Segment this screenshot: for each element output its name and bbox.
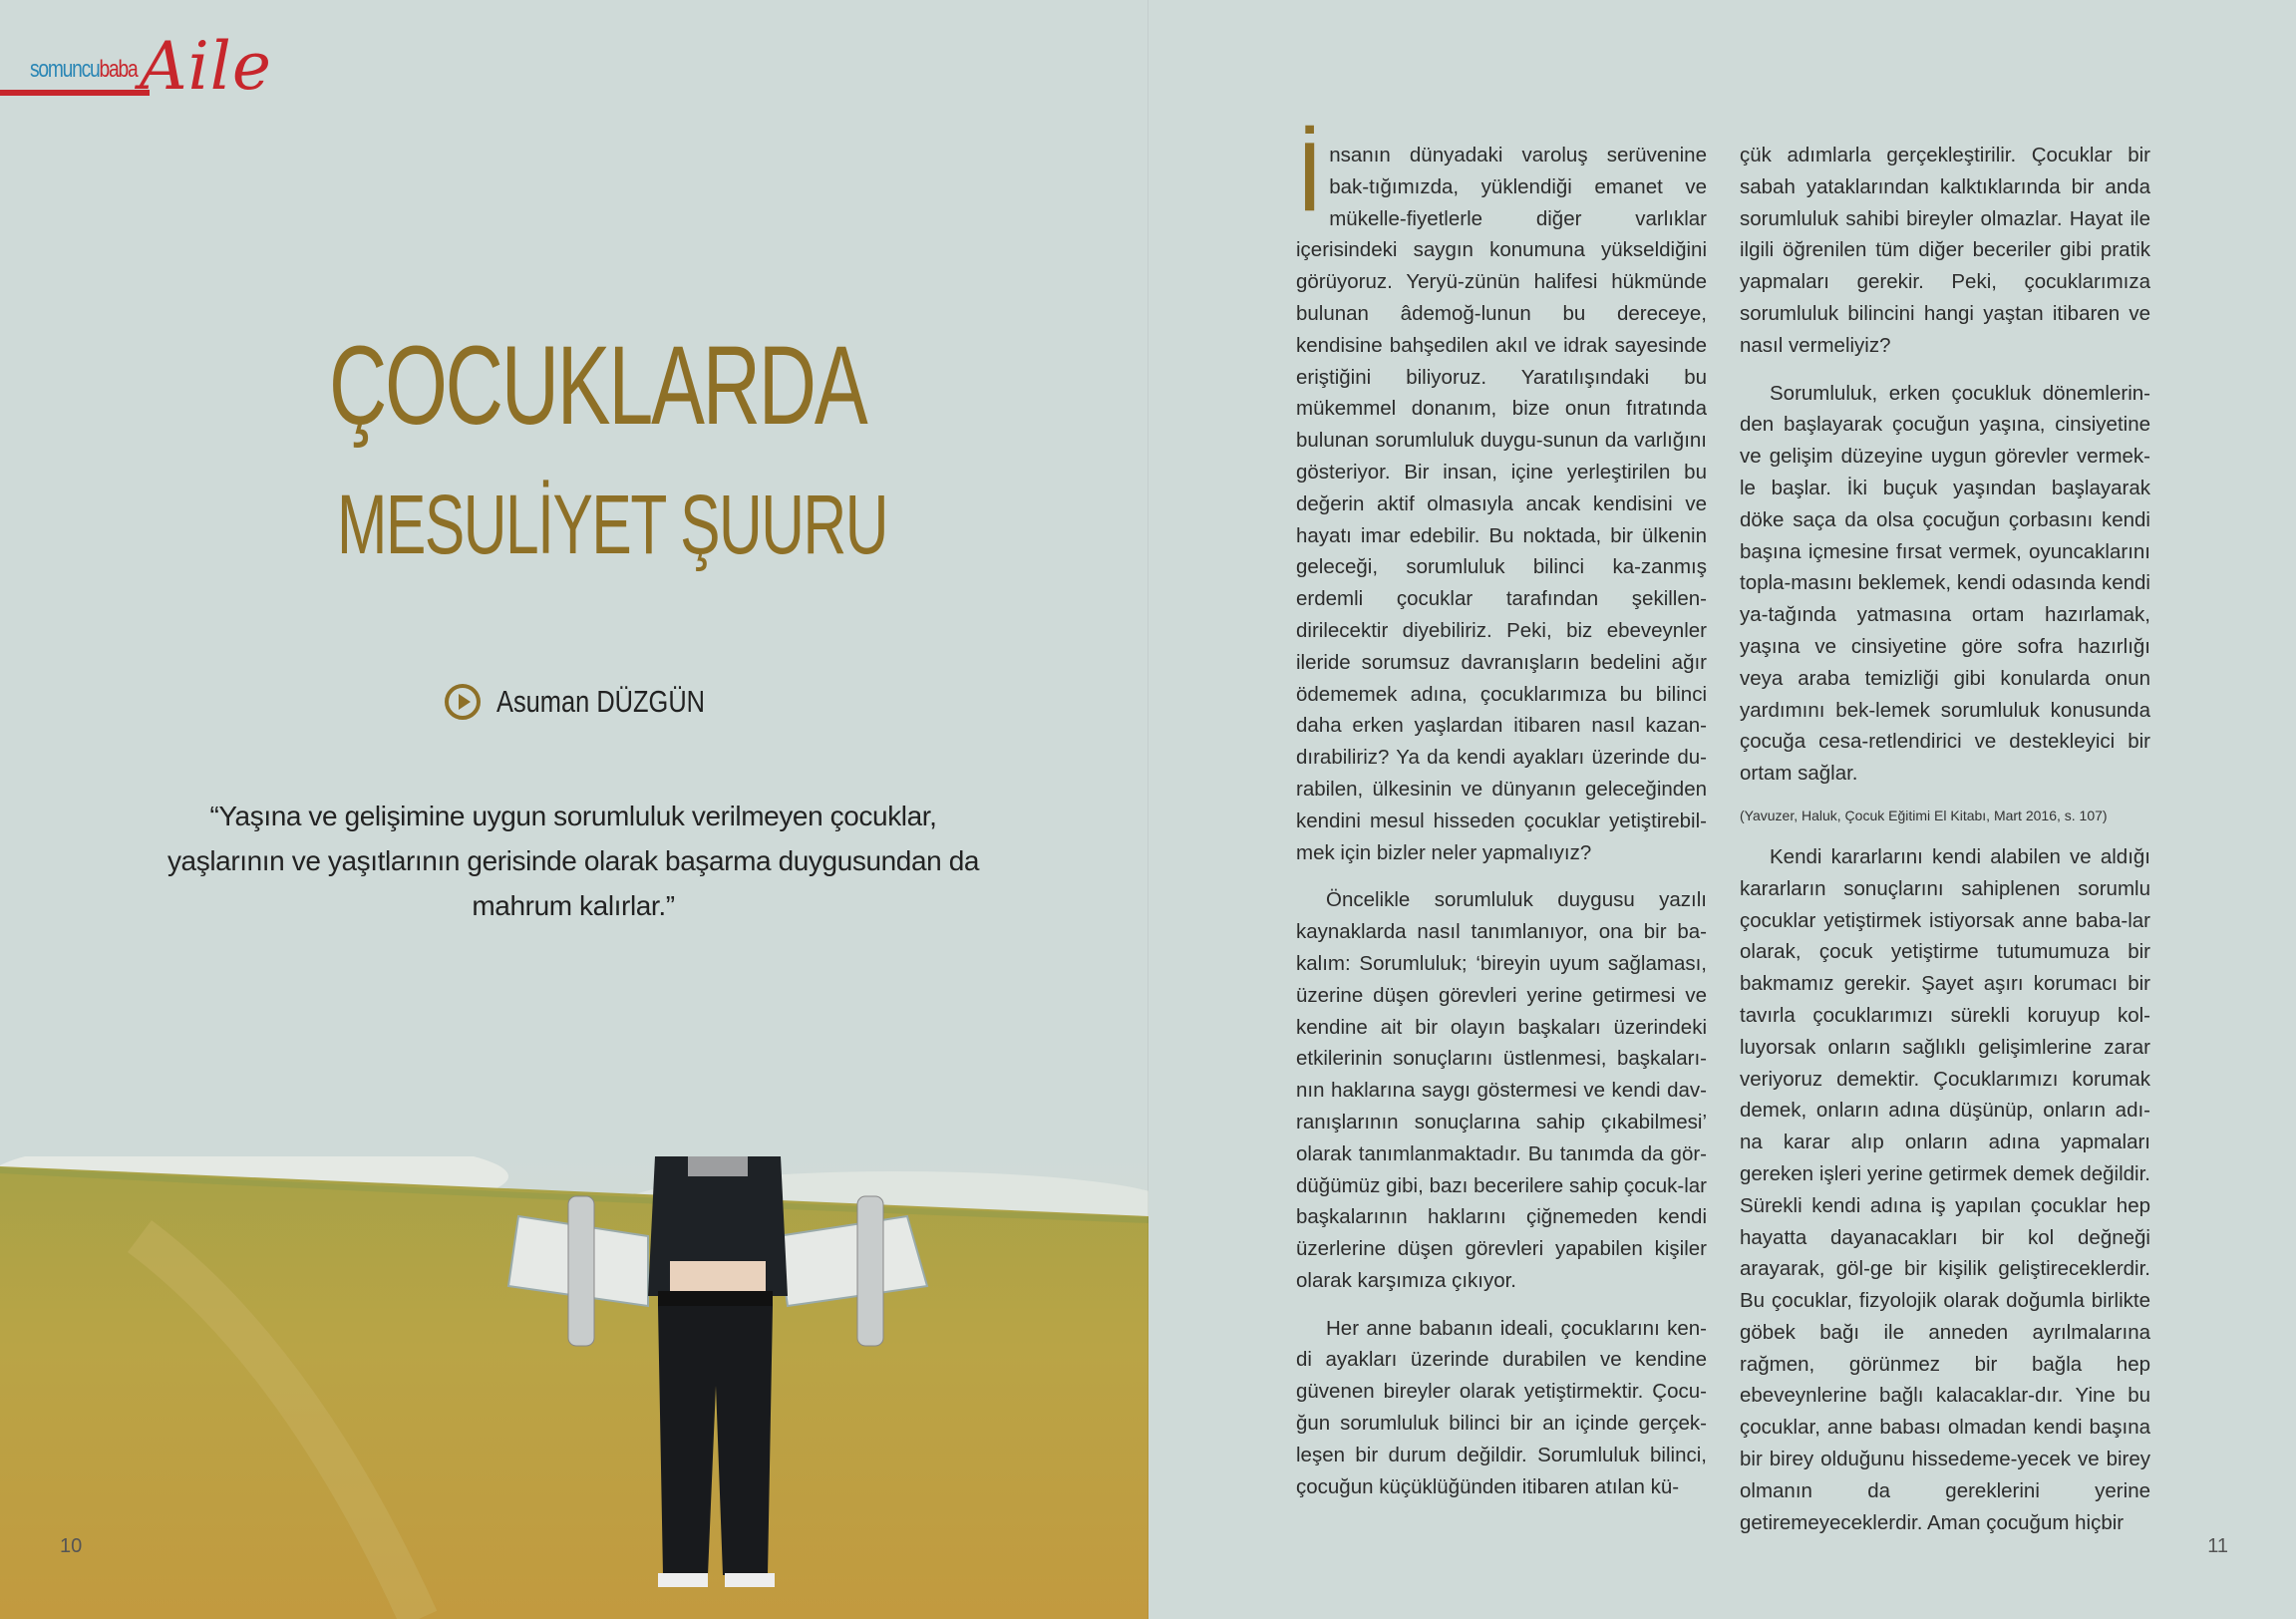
paragraph-4: çük adımlarla gerçekleştirilir. Çocuklar bir sabah yataklarından kalktıklarında bir anda sorumluluk sahibi bireyler olmazlar. Hayat ile ilgili öğrenilen tüm diğer beceriler gibi pratik yapmaları gerekir. Peki, çocuklarımıza sorumluluk bilincini hangi yaştan itibaren ve nasıl vermeliyiz? (1740, 144, 2150, 357)
article-title-line2: MESULİYET ŞUURU (337, 478, 887, 571)
paragraph-1 (1296, 122, 1707, 868)
author-byline (443, 682, 751, 722)
logo-script: Aile (140, 28, 272, 105)
drop-cap: İ (1296, 122, 1324, 231)
page-number-right: 11 (2207, 1535, 2228, 1557)
article-title-line1: ÇOCUKLARDA (329, 323, 866, 448)
paragraph-1-text: nsanın dünyadaki varoluş serüvenine bak-tığımızda, yüklendiği emanet ve mükelle-fiyetlerle diğer varlıklar içerisindeki saygın konumuna yükseldiğini görüyoruz. Yeryü-zünün halifesi hükmünde bulunan âdemoğ-lunun bu dereceye, kendisine bahşedilen akıl ve idrak sayesinde eriştiğini biliyoruz. Yaratılışındaki bu mükemmel donanım, bize onun fıtratında bulunan sorumluluk duygu-sunun da varlığını gösteriyor. Bir insan, içine yerleştirilen bu değerin aktif olmasıyla ancak kendisini ve hayatı imar edebilir. Bu noktada, bir ülkenin geleceği, sorumluluk bilinci ka-zanmış erdemli çocuklar tarafından şekillen-dirilecektir diyebiliriz. Peki, biz ebeveynler ileride sorumsuz davranışların bedelini ağır ödememek adına, çocuklarımıza bu bilinci daha erken yaşlardan itibaren nasıl kazan-dırabiliriz? Ya da kendi ayakları üzerinde du-rabilen, ülkesinin ve dünyanın geleceğinden kendini mesul hisseden çocuklar yetiştirebil-mek için bizler neler yapmalıyız? (1296, 144, 1707, 864)
body-column-1 (1296, 122, 1707, 1518)
play-circle-icon (443, 682, 483, 722)
paragraph-3: Her anne babanın ideali, çocuklarını ken-di ayakları üzerinde durabilen ve kendine güvenen bireyler olarak yetiştirmektir. Çocu-ğun sorumluluk bilinci bir an içinde gerçek-leşen bir durum değildir. Sorumluluk bilinci, çocuğun küçüklüğünden itibaren atılan kü- (1296, 1316, 1707, 1498)
photo-child-jetpack (0, 1156, 1148, 1619)
logo-part1: somuncu (30, 56, 100, 83)
author-name: Asuman DÜZGÜN (496, 684, 706, 719)
logo-red-bar (0, 90, 150, 96)
paragraph-5: Sorumluluk, erken çocukluk dönemlerin-den başlayarak çocuğun yaşına, cinsiyetine ve gelişim düzeyine uygun görevler vermek-le başlar. İki buçuk yaşından başlayarak döke saça da olsa çocuğun çorbasını kendi başına içmesine fırsat vermek, oyuncaklarını topla-masını beklemek, kendi odasında kendi ya-tağında yatmasına ortam hazırlamak, yaşına ve cinsiyetine göre sofra hazırlığı veya araba temizliği gibi konularda onun yardımını bek-lemek sorumluluk konusunda çocuğa cesa-retlendirici ve destekleyici bir ortam sağlar. (1740, 381, 2150, 786)
citation: (Yavuzer, Haluk, Çocuk Eğitimi El Kitabı, Mart 2016, s. 107) (1740, 807, 2108, 823)
pull-quote: “Yaşına ve gelişimine uygun sorumluluk verilmeyen çocuklar, yaşlarının ve yaşıtlarının gerisinde olarak başarma duygusundan da mahrum kalırlar.” (166, 801, 980, 921)
paragraph-2: Öncelikle sorumluluk duygusu yazılı kaynaklarda nasıl tanımlanıyor, ona bir ba-kalım: Sorumluluk; ‘bireyin uyum sağlaması, üzerine düşen görevleri yerine getirmesi ve kendine ait bir olayın başkaları üzerindeki etkilerinin sonuçlarını üstlenmesi, başkaları-nın haklarına saygı göstermesi ve kendi dav-ranışlarının sonuçlarına sahip çıkabilmesi’ olarak tanımlanmaktadır. Bu tanımda da gör-düğümüz gibi, bazı becerilere sahip çocuk-lar başkalarının haklarını çiğnemeden kendi üzerlerine düşen görevleri yapabilen kişiler olarak karşımıza çıkıyor. (1296, 888, 1707, 1292)
body-column-2 (1740, 140, 2150, 1554)
logo-wordmark (30, 56, 137, 84)
paragraph-6: Kendi kararlarını kendi alabilen ve aldığı kararların sonuçlarını sahiplenen sorumlu çocuklar yetiştirmek istiyorsak anne baba-lar olarak, çocuk yetiştirme tutumumuza bir bakmamız gerekir. Şayet aşırı korumacı bir tavırla çocuklarımızı sürekli koruyup kol-luyorsak onların sağlıklı gelişimlerine zarar veriyoruz demektir. Çocuklarımızı korumak demek, onların adına düşünüp, onların adı-na karar alıp onların adına yapmaları gereken işleri yerine getirmek demek değildir. Sürekli kendi adına iş yapılan çocuklar hep hayatta dayanacakları bir kol değneği arayarak, göl-ge bir kişilik geliştireceklerdir. Bu çocuklar, fizyolojik olarak doğumla birlikte göbek bağı ile anneden ayrılmalarına rağmen, görünmez bir bağla hep ebeveynlerine bağlı kalacaklar-dır. Yine bu çocuklar, anne babası olmadan kendi başına bir birey olduğunu hissedeme-yecek ve birey olmanın da gereklerini yerine getiremeyeceklerdir. Aman çocuğum hiçbir (1740, 844, 2150, 1534)
page-number-left: 10 (60, 1535, 83, 1557)
logo-part2: baba (99, 56, 138, 83)
